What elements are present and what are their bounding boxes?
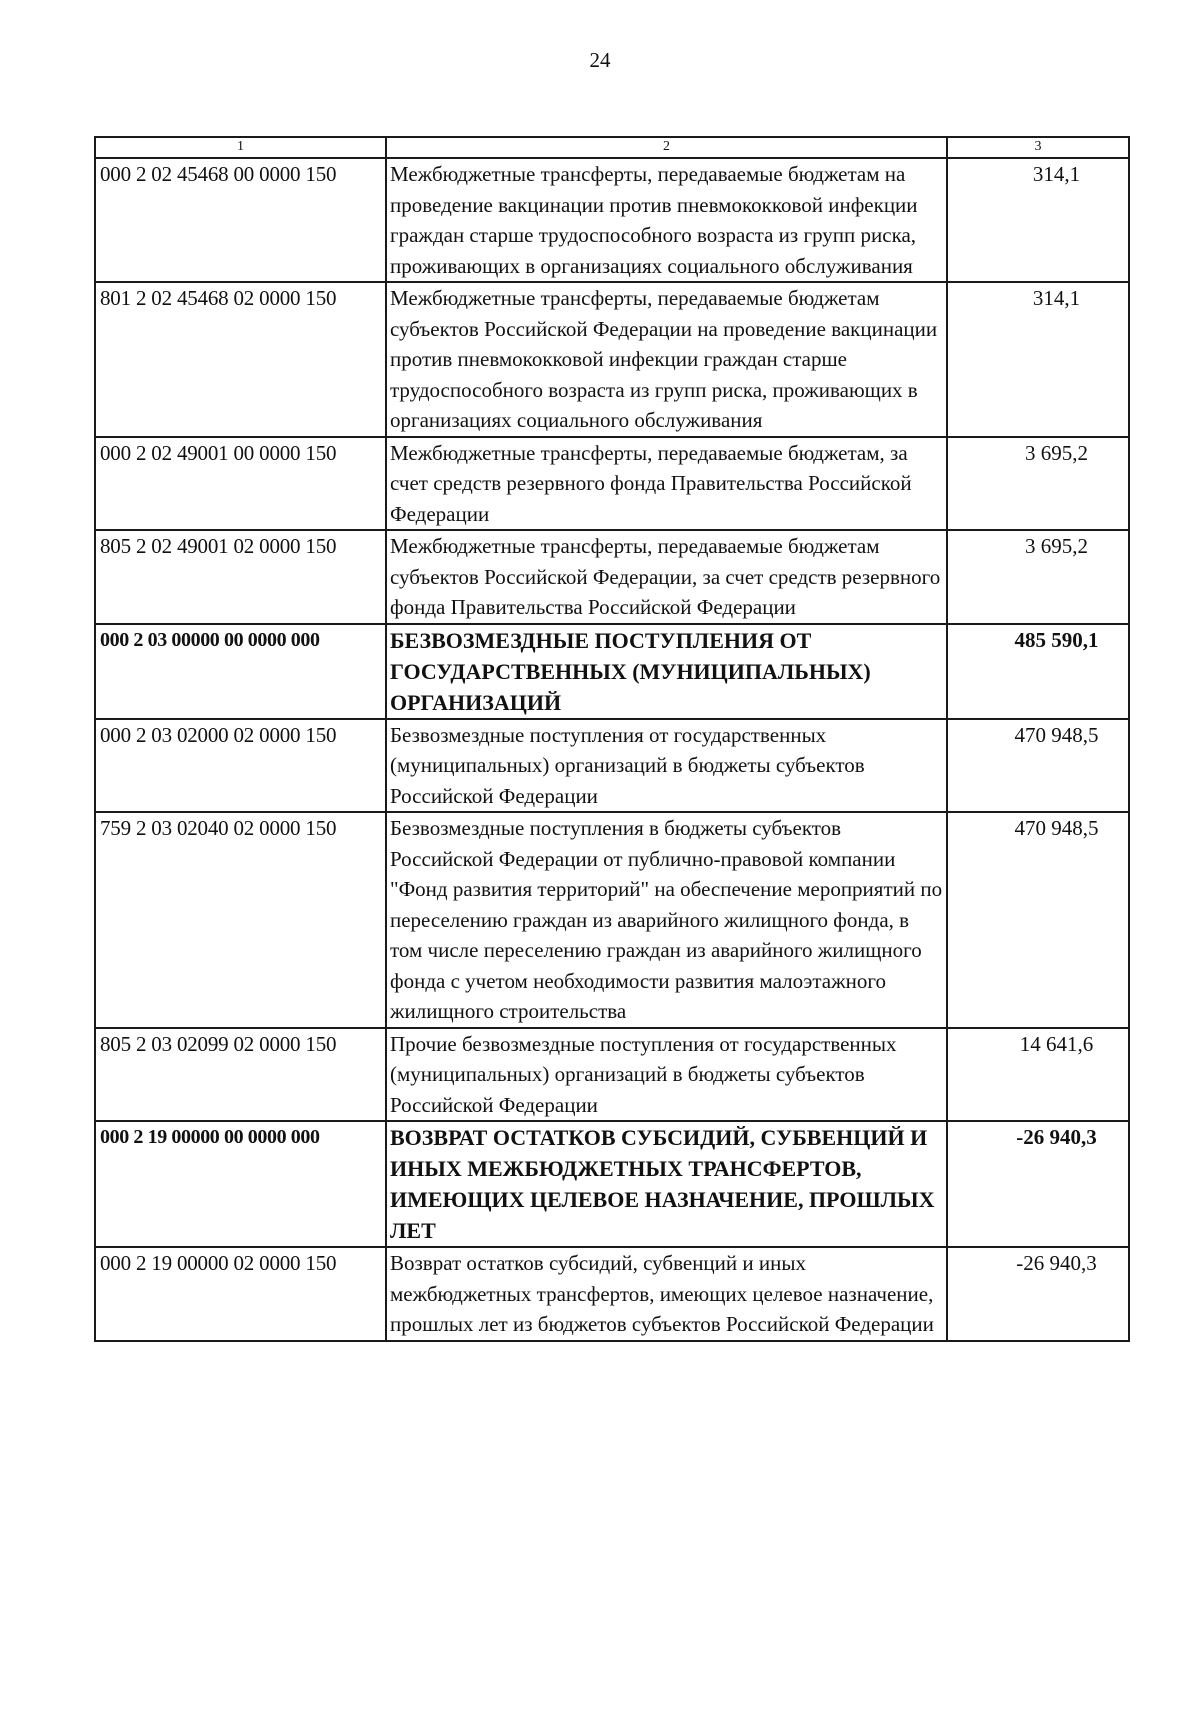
column-number-2: 2 (386, 137, 947, 158)
description-cell: Прочие безвозмездные поступления от государственных (муниципальных) организаций в бюджеты субъектов Российской Федерации (386, 1028, 947, 1122)
budget-code-cell: 000 2 03 02000 02 0000 150 (95, 719, 386, 813)
budget-code-cell: 000 2 03 00000 00 0000 000 (95, 624, 386, 719)
amount-cell: 314,1 (947, 158, 1129, 282)
amount-cell: 470 948,5 (947, 719, 1129, 813)
page-number: 24 (589, 48, 611, 72)
budget-revenue-table (94, 136, 1130, 1342)
table-header-row (95, 137, 1129, 158)
table-row (95, 282, 1129, 437)
amount-cell: 470 948,5 (947, 812, 1129, 1028)
description-cell: Возврат остатков субсидий, субвенций и иных межбюджетных трансфертов, имеющих целевое назначение, прошлых лет из бюджетов субъектов Российской Федерации (386, 1247, 947, 1341)
description-cell: Межбюджетные трансферты, передаваемые бюджетам субъектов Российской Федерации, за счет средств резервного фонда Правительства Российской Федерации (386, 530, 947, 624)
table-row (95, 1247, 1129, 1341)
amount-cell: 14 641,6 (947, 1028, 1129, 1122)
amount-cell: 314,1 (947, 282, 1129, 437)
table-row (95, 1028, 1129, 1122)
amount-cell: 3 695,2 (947, 530, 1129, 624)
budget-code-cell: 000 2 19 00000 02 0000 150 (95, 1247, 386, 1341)
budget-code-cell: 759 2 03 02040 02 0000 150 (95, 812, 386, 1028)
table-row (95, 530, 1129, 624)
description-cell: Межбюджетные трансферты, передаваемые бюджетам, за счет средств резервного фонда Правительства Российской Федерации (386, 437, 947, 531)
description-cell: Межбюджетные трансферты, передаваемые бюджетам субъектов Российской Федерации на проведение вакцинации против пневмококковой инфекции граждан старше трудоспособного возраста из групп риска, проживающих в организациях социального обслуживания (386, 282, 947, 437)
budget-code-cell: 000 2 02 49001 00 0000 150 (95, 437, 386, 531)
amount-cell: -26 940,3 (947, 1247, 1129, 1341)
section-total-row (95, 1121, 1129, 1247)
amount-cell: 3 695,2 (947, 437, 1129, 531)
section-amount-cell: -26 940,3 (947, 1121, 1129, 1247)
table-row (95, 158, 1129, 282)
description-cell: Межбюджетные трансферты, передаваемые бюджетам на проведение вакцинации против пневмококковой инфекции граждан старше трудоспособного возраста из групп риска, проживающих в организациях социального обслуживания (386, 158, 947, 282)
description-cell: Безвозмездные поступления в бюджеты субъектов Российской Федерации от публично-правовой компании "Фонд развития территорий" на обеспечение мероприятий по переселению граждан из аварийного жилищного фонда, в том числе переселению граждан из аварийного жилищного фонда с учетом необходимости развития малоэтажного жилищного строительства (386, 812, 947, 1028)
budget-code-cell: 801 2 02 45468 02 0000 150 (95, 282, 386, 437)
column-number-3: 3 (947, 137, 1129, 158)
table-row (95, 812, 1129, 1028)
section-title-cell: ВОЗВРАТ ОСТАТКОВ СУБСИДИЙ, СУБВЕНЦИЙ И ИНЫХ МЕЖБЮДЖЕТНЫХ ТРАНСФЕРТОВ, ИМЕЮЩИХ ЦЕЛЕВОЕ НАЗНАЧЕНИЕ, ПРОШЛЫХ ЛЕТ (386, 1121, 947, 1247)
table-row (95, 437, 1129, 531)
description-cell: Безвозмездные поступления от государственных (муниципальных) организаций в бюджеты субъектов Российской Федерации (386, 719, 947, 813)
table-row (95, 719, 1129, 813)
budget-code-cell: 000 2 02 45468 00 0000 150 (95, 158, 386, 282)
column-number-1: 1 (95, 137, 386, 158)
budget-code-cell: 000 2 19 00000 00 0000 000 (95, 1121, 386, 1247)
section-amount-cell: 485 590,1 (947, 624, 1129, 719)
budget-code-cell: 805 2 02 49001 02 0000 150 (95, 530, 386, 624)
section-title-cell: БЕЗВОЗМЕЗДНЫЕ ПОСТУПЛЕНИЯ ОТ ГОСУДАРСТВЕННЫХ (МУНИЦИПАЛЬНЫХ) ОРГАНИЗАЦИЙ (386, 624, 947, 719)
budget-code-cell: 805 2 03 02099 02 0000 150 (95, 1028, 386, 1122)
section-total-row (95, 624, 1129, 719)
